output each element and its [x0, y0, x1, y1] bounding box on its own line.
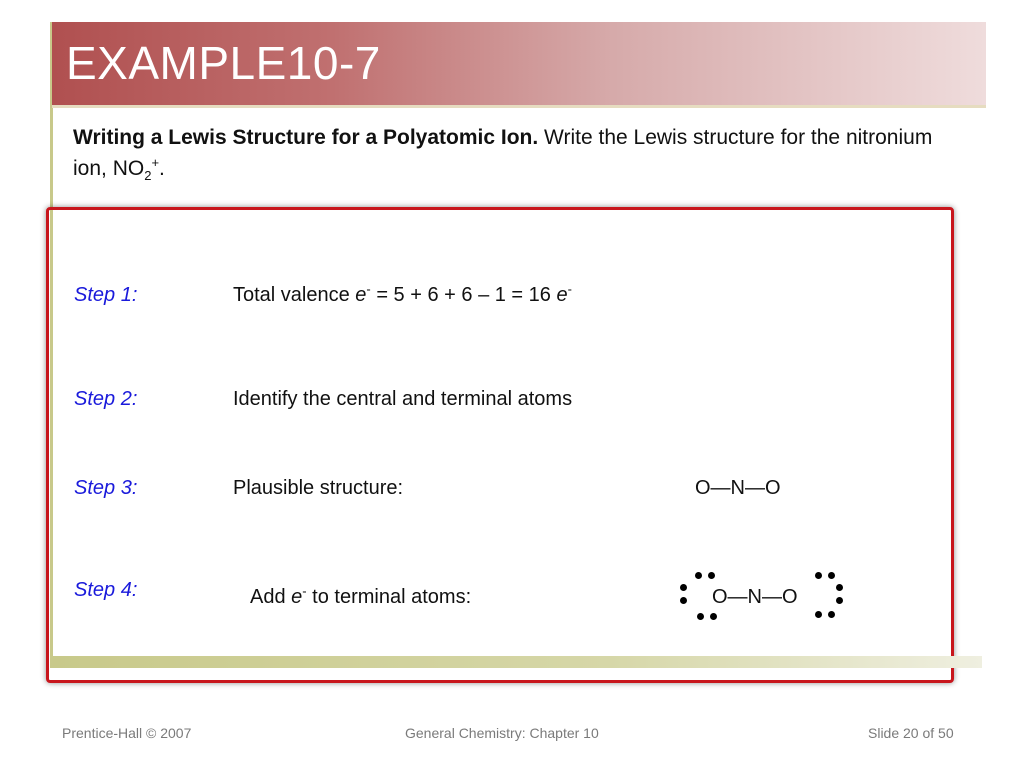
step-4-label: Step 4: [74, 579, 138, 601]
slide-title: EXAMPLE10-7 [66, 37, 381, 89]
title-underline [52, 105, 986, 108]
lone-pair-dot [708, 572, 715, 579]
lone-pair-dot [815, 572, 822, 579]
lone-pair-dot [836, 597, 843, 604]
step-1-prefix: Total valence [233, 284, 356, 306]
title-banner [52, 22, 986, 105]
lone-pair-dot [680, 597, 687, 604]
footer-chapter: General Chemistry: Chapter 10 [405, 725, 599, 741]
problem-statement [73, 122, 953, 184]
step-2-label: Step 2: [74, 388, 138, 410]
lone-pair-dot [815, 611, 822, 618]
lone-pair-dot [680, 584, 687, 591]
step-1-e-charge-2: - [567, 281, 572, 297]
problem-superscript: + [151, 155, 160, 170]
problem-subscript: 2 [144, 168, 152, 184]
problem-heading: Writing a Lewis Structure for a Polyatomic Ion. [73, 126, 539, 149]
lone-pair-dot [828, 572, 835, 579]
lone-pair-dot [828, 611, 835, 618]
step-4-prefix: Add [250, 586, 292, 608]
step-4-e-charge: - [302, 583, 307, 599]
lone-pair-dot [695, 572, 702, 579]
step-4-structure: O—N—O [712, 586, 798, 608]
step-1-text [233, 281, 572, 307]
step-1-label: Step 1: [74, 284, 138, 306]
step-1-e-charge: - [366, 281, 371, 297]
footer-publisher: Prentice-Hall © 2007 [62, 725, 192, 741]
step-3-text: Plausible structure: [233, 477, 404, 499]
step-3-label: Step 3: [74, 477, 138, 499]
step-4-suffix: to terminal atoms: [306, 586, 472, 608]
step-1-e-symbol: e [355, 284, 367, 306]
step-4-e-symbol: e [291, 586, 303, 608]
step-2-text: Identify the central and terminal atoms [233, 388, 573, 410]
problem-text: Write the Lewis structure for the nitronium ion, NO [73, 126, 933, 180]
bottom-accent-bar [52, 656, 982, 668]
problem-text-end: . [159, 157, 165, 180]
lone-pair-dot [697, 613, 704, 620]
step-1-equation: = 5 + 6 + 6 – 1 = 16 [370, 284, 557, 306]
step-1-e-symbol-2: e [556, 284, 568, 306]
footer-slide-number: Slide 20 of 50 [868, 725, 954, 741]
step-3-structure: O—N—O [695, 477, 781, 499]
lone-pair-dot [836, 584, 843, 591]
step-4-text [250, 583, 472, 609]
lone-pair-dot [710, 613, 717, 620]
